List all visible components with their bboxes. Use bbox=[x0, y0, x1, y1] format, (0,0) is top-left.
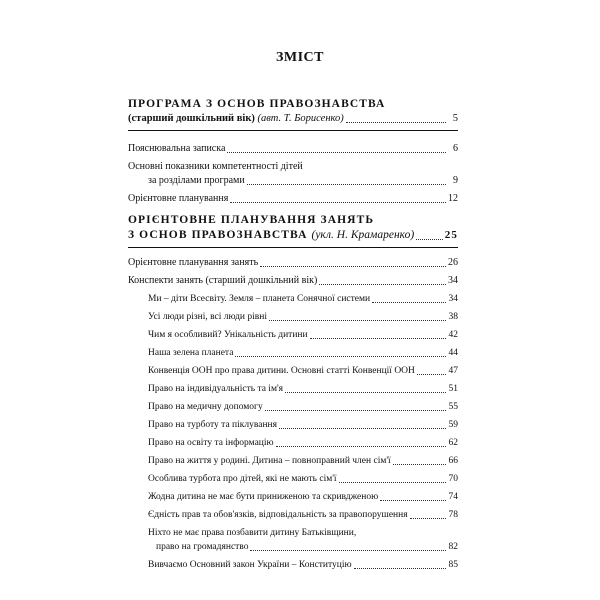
toc-entry[interactable] bbox=[148, 491, 458, 503]
toc-entry-title: Єдність прав та обов'язків, відповідальність за правопорушення bbox=[148, 510, 408, 520]
toc-entry-title: Чим я особливий? Унікальність дитини bbox=[148, 330, 308, 340]
toc-entry[interactable] bbox=[148, 383, 458, 395]
toc-entry-title: Право на індивідуальність та ім'я bbox=[148, 384, 284, 394]
toc-entry-page: 6 bbox=[453, 143, 458, 154]
toc-entry-page: 62 bbox=[448, 438, 458, 448]
leader-dots bbox=[346, 121, 446, 123]
toc-entry[interactable] bbox=[128, 143, 458, 155]
toc-entry-title: Пояснювальна записка bbox=[128, 143, 226, 154]
toc-entry[interactable] bbox=[148, 329, 458, 341]
toc-entry[interactable] bbox=[148, 541, 458, 553]
leader-dots bbox=[372, 301, 446, 303]
toc-entry-title: Наша зелена планета bbox=[148, 348, 234, 358]
part2-section bbox=[128, 214, 458, 571]
leader-dots bbox=[247, 183, 446, 185]
part1-subtitle: (старший дошкільний вік) (авт. Т. Борисенко) bbox=[128, 113, 344, 124]
toc-entry[interactable] bbox=[148, 559, 458, 571]
toc-entry-page: 26 bbox=[448, 257, 458, 268]
toc-entry-page: 12 bbox=[448, 193, 458, 204]
part2-divider bbox=[128, 247, 458, 248]
toc-entry-page: 82 bbox=[448, 542, 458, 552]
toc-entry-page: 47 bbox=[448, 366, 458, 376]
part1-section bbox=[128, 98, 458, 205]
toc-entry-page: 74 bbox=[448, 492, 458, 502]
leader-dots bbox=[285, 391, 446, 393]
toc-entry[interactable] bbox=[148, 455, 458, 467]
leader-dots bbox=[410, 517, 446, 519]
leader-dots bbox=[276, 445, 446, 447]
leader-dots bbox=[260, 265, 446, 267]
toc-entry-title: Право на освіту та інформацію bbox=[148, 438, 274, 448]
part1-subtitle-row bbox=[128, 113, 458, 125]
leader-dots bbox=[235, 355, 446, 357]
toc-entry-page: 55 bbox=[448, 402, 458, 412]
toc-entry-title-cont: право на громадянство bbox=[156, 542, 249, 552]
toc-entry-page: 44 bbox=[448, 348, 458, 358]
toc-entry-title: Конвенція ООН про права дитини. Основні статті Конвенції ООН bbox=[148, 366, 415, 376]
part2-page: 25 bbox=[444, 229, 458, 241]
part1-page: 5 bbox=[452, 113, 458, 124]
part2-heading-line2: З ОСНОВ ПРАВОЗНАВСТВА (укл. Н. Крамаренко) bbox=[128, 229, 415, 241]
toc-entry[interactable] bbox=[128, 275, 458, 287]
toc-entry-page: 66 bbox=[448, 456, 458, 466]
toc-entry-title: Право на медичну допомогу bbox=[148, 402, 263, 412]
leader-dots bbox=[319, 283, 446, 285]
toc-entry-page: 51 bbox=[448, 384, 458, 394]
toc-entry-title: Право на життя у родині. Дитина – повноправний член сім'ї bbox=[148, 456, 391, 466]
toc-entry[interactable] bbox=[148, 419, 458, 431]
leader-dots bbox=[416, 238, 443, 240]
lessons-list bbox=[128, 293, 458, 571]
leader-dots bbox=[393, 463, 446, 465]
leader-dots bbox=[227, 151, 446, 153]
leader-dots bbox=[417, 373, 446, 375]
toc-entry[interactable] bbox=[148, 311, 458, 323]
toc-entry-title: Усі люди різні, всі люди рівні bbox=[148, 312, 267, 322]
leader-dots bbox=[339, 481, 446, 483]
toc-entry-page: 70 bbox=[448, 474, 458, 484]
toc-entry-title: Право на турботу та піклування bbox=[148, 420, 277, 430]
toc-entry-title[interactable]: Основні показники компетентності дітей bbox=[128, 161, 303, 172]
toc-entry-title-cont: за розділами програми bbox=[148, 175, 245, 186]
toc-entry-title: Конспекти занять (старший дошкільний вік) bbox=[128, 275, 318, 286]
leader-dots bbox=[354, 567, 446, 569]
toc-entry-page: 9 bbox=[453, 175, 458, 186]
toc-entry-title: Жодна дитина не має бути приниженою та скривдженою bbox=[148, 492, 379, 502]
leader-dots bbox=[279, 427, 446, 429]
toc-entry-page: 42 bbox=[448, 330, 458, 340]
toc-entry-title[interactable]: Ніхто не має права позбавити дитину Батьківщини, bbox=[148, 528, 357, 538]
leader-dots bbox=[230, 201, 446, 203]
toc-entry-page: 34 bbox=[448, 294, 458, 304]
toc-entry[interactable] bbox=[148, 437, 458, 449]
toc-entry-page: 38 bbox=[448, 312, 458, 322]
page-title: ЗМІСТ bbox=[276, 50, 324, 65]
toc-entry[interactable] bbox=[128, 193, 458, 205]
toc-entry[interactable] bbox=[128, 257, 458, 269]
toc-entry-page: 34 bbox=[448, 275, 458, 286]
toc-entry[interactable] bbox=[148, 347, 458, 359]
toc-entry[interactable] bbox=[148, 365, 458, 377]
leader-dots bbox=[310, 337, 446, 339]
toc-entry-title: Ми – діти Всесвіту. Земля – планета Сонячної системи bbox=[148, 294, 371, 304]
leader-dots bbox=[269, 319, 446, 321]
toc-entry[interactable] bbox=[148, 473, 458, 485]
part2-heading-row bbox=[128, 229, 458, 242]
toc-entry-title: Орієнтовне планування занять bbox=[128, 257, 259, 268]
toc-entry-page: 85 bbox=[448, 560, 458, 570]
leader-dots bbox=[380, 499, 446, 501]
part1-divider bbox=[128, 130, 458, 131]
leader-dots bbox=[265, 409, 446, 411]
toc-entry[interactable] bbox=[148, 293, 458, 305]
toc-entry-title: Вивчаємо Основний закон України – Конституцію bbox=[148, 560, 352, 570]
leader-dots bbox=[250, 549, 446, 551]
toc-entry[interactable] bbox=[148, 509, 458, 521]
part1-heading: ПРОГРАМА З ОСНОВ ПРАВОЗНАВСТВА bbox=[128, 98, 386, 110]
toc-entry-title: Орієнтовне планування bbox=[128, 193, 229, 204]
toc-entry[interactable] bbox=[128, 175, 458, 187]
part2-heading: ОРІЄНТОВНЕ ПЛАНУВАННЯ ЗАНЯТЬ bbox=[128, 214, 375, 226]
toc-entry-page: 78 bbox=[448, 510, 458, 520]
toc-entry[interactable] bbox=[148, 401, 458, 413]
toc-entry-page: 59 bbox=[448, 420, 458, 430]
toc-entry-title: Особлива турбота про дітей, які не мають сім'ї bbox=[148, 474, 337, 484]
